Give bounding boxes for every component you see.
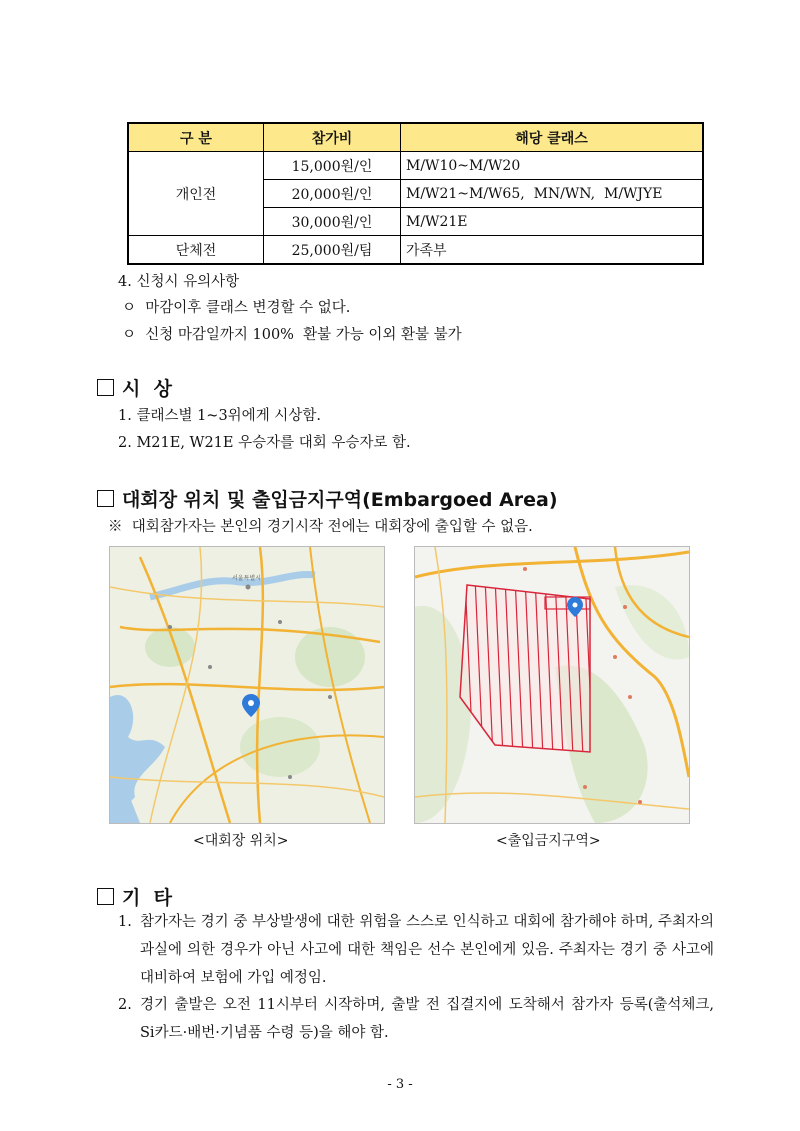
- map-restricted-svg: [415, 547, 689, 823]
- etc-item-number: 1.: [118, 914, 132, 930]
- class-cell: 가족부: [401, 236, 704, 265]
- class-cell: M/W10~M/W20: [401, 152, 704, 180]
- header-category: 구 분: [128, 123, 264, 152]
- awards-title-text: 시 상: [122, 378, 172, 400]
- notes-item: ㅇ 신청 마감일까지 100% 환불 가능 이외 환불 불가: [122, 327, 462, 343]
- section-venue-title: [97, 485, 558, 512]
- etc-title-text: 기 타: [122, 887, 172, 909]
- awards-item: 2. M21E, W21E 우승자를 대회 우승자로 함.: [118, 435, 411, 451]
- fee-cell: 25,000원/팀: [264, 236, 401, 265]
- page-number: - 3 -: [387, 1077, 413, 1092]
- map-right-caption: <출입금지구역>: [496, 833, 601, 849]
- fee-cell: 20,000원/인: [264, 180, 401, 208]
- header-fee: 참가비: [264, 123, 401, 152]
- fee-cell: 30,000원/인: [264, 208, 401, 236]
- table-row: [128, 236, 703, 265]
- map-restricted-area: [414, 546, 690, 824]
- fee-cell: 15,000원/인: [264, 152, 401, 180]
- etc-item-text: 참가자는 경기 중 부상발생에 대한 위험을 스스로 인식하고 대회에 참가해야 하며, 주최자의 과실에 의한 경우가 아닌 사고에 대한 책임은 선수 본인에게 있음. 주최자는 경기 중 사고에 대비하여 보험에 가입 예정임.: [140, 914, 714, 986]
- notes-heading: 4. 신청시 유의사항: [118, 274, 240, 290]
- checkbox-square-icon: [97, 379, 114, 396]
- etc-item-text: 경기 출발은 오전 11시부터 시작하며, 출발 전 집결지에 도착해서 참가자 등록(출석체크, Si카드·배번·기념품 수령 등)을 해야 함.: [140, 997, 714, 1041]
- group-team: 단체전: [128, 236, 264, 265]
- etc-item: [118, 908, 714, 992]
- group-individual: 개인전: [128, 152, 264, 236]
- class-cell: M/W21~M/W65, MN/WN, M/WJYE: [401, 180, 704, 208]
- section-awards-title: [97, 374, 172, 401]
- map-venue-location: [109, 546, 385, 824]
- notes-item: ㅇ 마감이후 클래스 변경할 수 없다.: [122, 300, 351, 316]
- table-header-row: [128, 123, 703, 152]
- map-city-label: 서울특별시: [232, 575, 261, 582]
- class-cell: M/W21E: [401, 208, 704, 236]
- checkbox-square-icon: [97, 490, 114, 507]
- section-etc-title: [97, 883, 172, 910]
- venue-title-text: 대회장 위치 및 출입금지구역(Embargoed Area): [122, 489, 558, 511]
- etc-item-number: 2.: [118, 997, 132, 1013]
- table-row: [128, 152, 703, 180]
- checkbox-square-icon: [97, 888, 114, 905]
- map-venue-svg: [110, 547, 384, 823]
- venue-note: ※ 대회참가자는 본인의 경기시작 전에는 대회장에 출입할 수 없음.: [108, 519, 533, 535]
- map-left-caption: <대회장 위치>: [193, 833, 289, 849]
- etc-item: [118, 991, 714, 1047]
- awards-item: 1. 클래스별 1~3위에게 시상함.: [118, 408, 321, 424]
- header-class: 해당 클래스: [401, 123, 704, 152]
- fee-table: [127, 122, 704, 265]
